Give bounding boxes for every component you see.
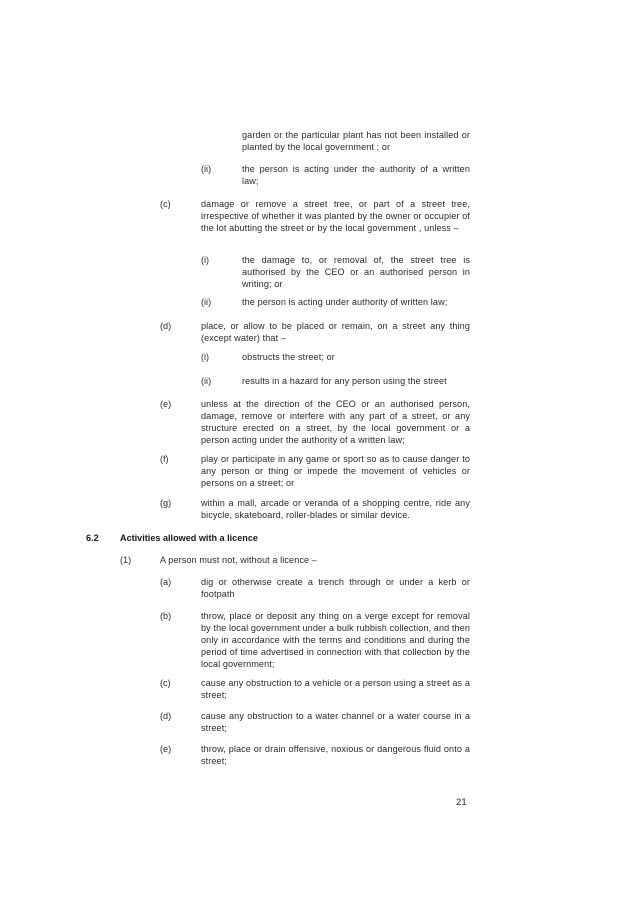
section-number: 6.2 <box>86 533 99 543</box>
clause-label: (ii) <box>201 164 212 174</box>
clause-text: within a mall, arcade or veranda of a shopping centre, ride any bicycle, skateboard, roller-blades or similar device. <box>201 498 470 520</box>
clause-label: (e) <box>160 399 172 409</box>
subsection-label: (1) <box>120 555 132 565</box>
subclause-text: the person is acting under authority of written law; <box>242 297 448 307</box>
subclause-label: (i) <box>201 255 210 265</box>
item-label: (d) <box>160 711 172 721</box>
clause-text: the person is acting under the authority of a written law; <box>242 164 470 186</box>
subclause-label: (ii) <box>201 376 212 386</box>
subclause-text: obstructs the street; or <box>242 352 335 362</box>
item-label: (c) <box>160 678 171 688</box>
clause-label: (f) <box>160 454 169 464</box>
clause-text: unless at the direction of the CEO or an authorised person, damage, remove or interfere with any part of a street, or any structure erected on a street, by the local government or a person acting under the authority of a written law; <box>201 399 470 445</box>
subclause-label: (ii) <box>201 297 212 307</box>
subsection-text: A person must not, without a licence – <box>160 555 317 565</box>
page-number: 21 <box>456 797 467 808</box>
clause-label: (c) <box>160 199 171 209</box>
item-text: throw, place or deposit any thing on a verge except for removal by the local government under a bulk rubbish collection, and then only in accordance with the terms and conditions and during the period of time advertised in connection with that collection by the local government; <box>201 611 470 669</box>
item-text: throw, place or drain offensive, noxious or dangerous fluid onto a street; <box>201 744 470 766</box>
continued-paragraph: garden or the particular plant has not been installed or planted by the local government ; or <box>242 130 470 152</box>
subclause-text: the damage to, or removal of, the street tree is authorised by the CEO or an authorised person in writing; or <box>242 255 470 289</box>
item-label: (a) <box>160 577 172 587</box>
clause-label: (d) <box>160 321 172 331</box>
section-title: Activities allowed with a licence <box>120 533 258 543</box>
item-label: (e) <box>160 744 172 754</box>
item-text: cause any obstruction to a water channel or a water course in a street; <box>201 711 470 733</box>
subclause-text: results in a hazard for any person using the street <box>242 376 447 386</box>
item-text: dig or otherwise create a trench through or under a kerb or footpath <box>201 577 470 599</box>
item-text: cause any obstruction to a vehicle or a person using a street as a street; <box>201 678 470 700</box>
subclause-label: (i) <box>201 352 210 362</box>
item-label: (b) <box>160 611 172 621</box>
clause-text: place, or allow to be placed or remain, on a street any thing (except water) that – <box>201 321 470 343</box>
clause-text: damage or remove a street tree, or part of a street tree, irrespective of whether it was planted by the owner or occupier of the lot abutting the street or by the local government , unless – <box>201 199 470 233</box>
clause-text: play or participate in any game or sport so as to cause danger to any person or thing or impede the movement of vehicles or persons on a street; or <box>201 454 470 488</box>
clause-label: (g) <box>160 498 172 508</box>
